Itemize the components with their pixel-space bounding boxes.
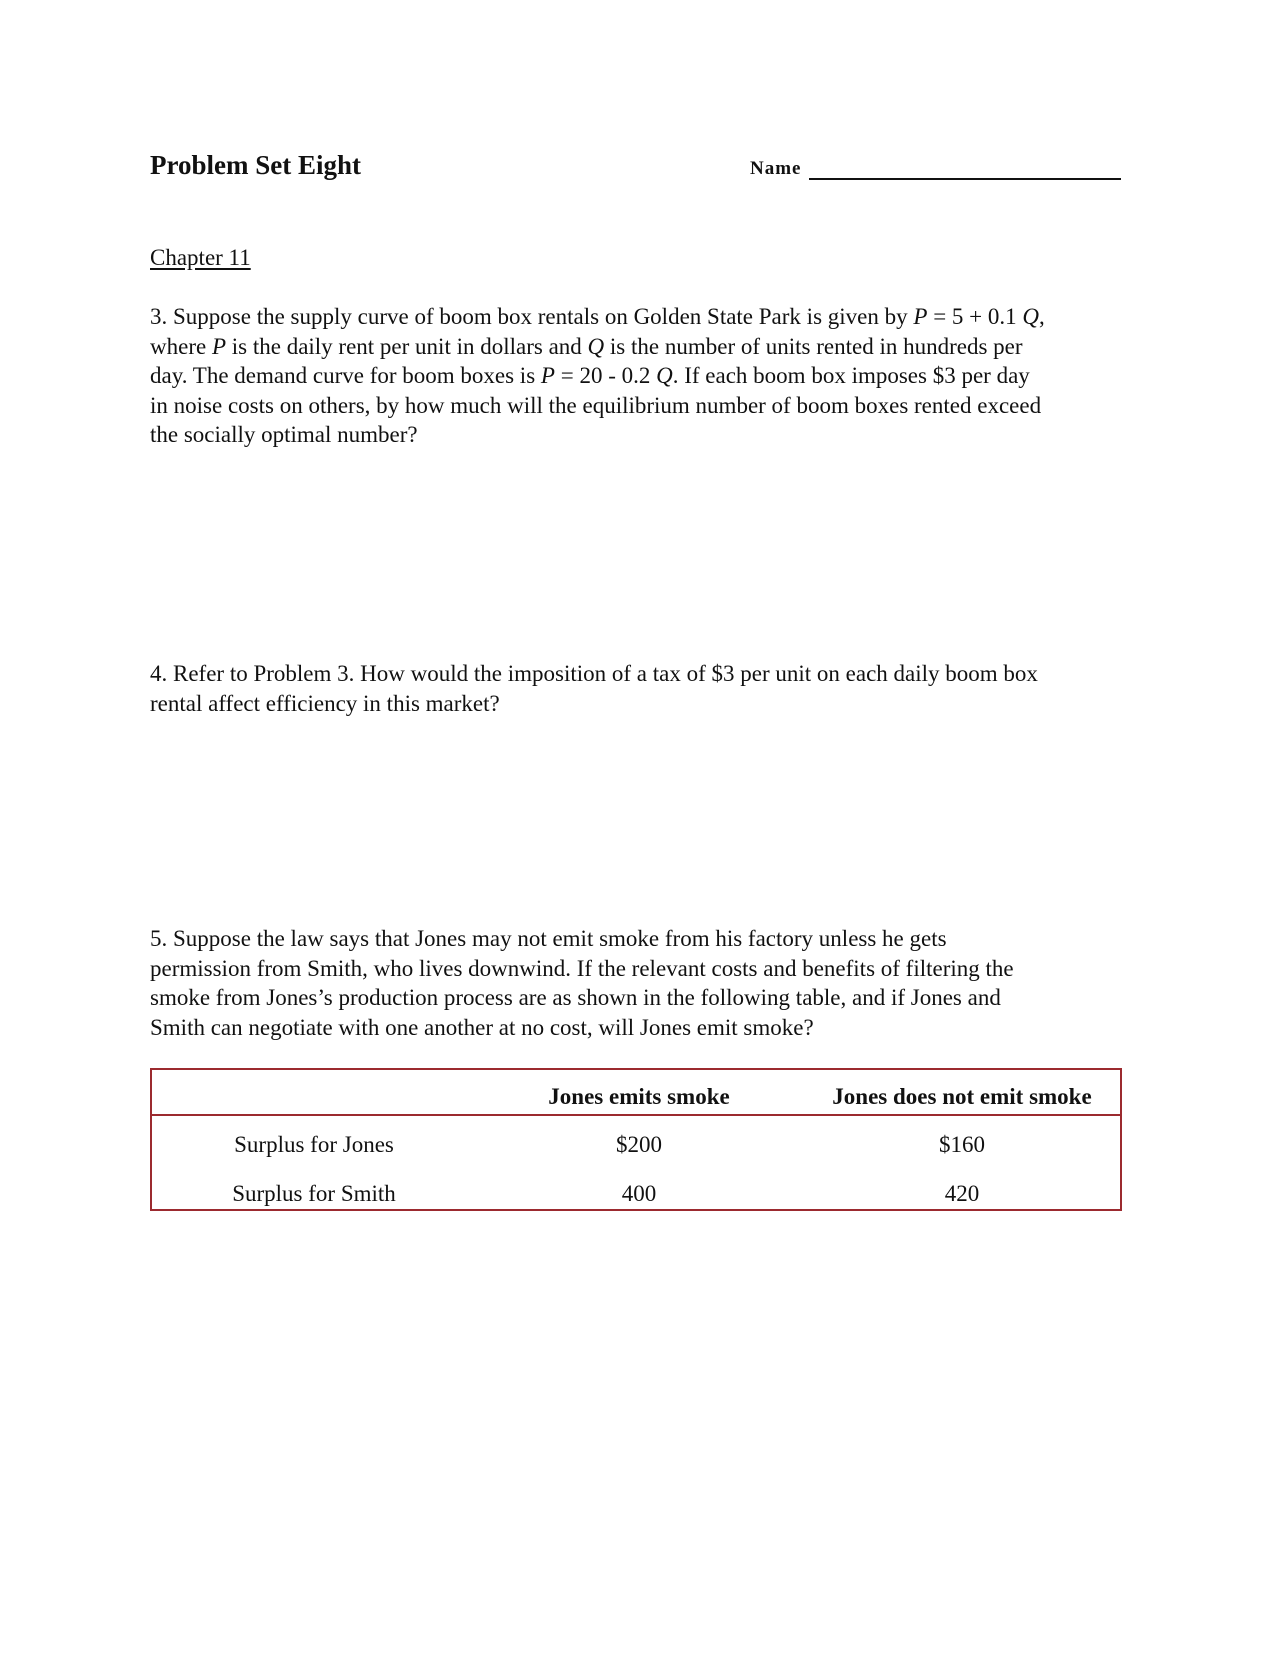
problem-4 bbox=[150, 659, 1130, 718]
problem-5 bbox=[150, 924, 1130, 1042]
problem-3-line: day. The demand curve for boom boxes is P = 20 - 0.2 Q. If each boom box imposes $3 per day bbox=[150, 363, 1030, 389]
table-row-label: Surplus for Jones bbox=[234, 1132, 394, 1157]
problem-3-line: the socially optimal number? bbox=[150, 422, 418, 448]
problem-5-line: smoke from Jones’s production process are as shown in the following table, and if Jones and bbox=[150, 985, 1001, 1011]
table-row-label: Surplus for Smith bbox=[232, 1181, 396, 1206]
table-header-emits: Jones emits smoke bbox=[548, 1084, 730, 1109]
name-blank-line bbox=[809, 158, 1121, 180]
table-cell: $200 bbox=[616, 1132, 662, 1157]
table-cell: 400 bbox=[621, 1181, 657, 1206]
name-field bbox=[750, 158, 1121, 180]
problem-5-line: 5. Suppose the law says that Jones may not emit smoke from his factory unless he gets bbox=[150, 926, 947, 951]
table-cell: $160 bbox=[939, 1132, 985, 1157]
problem-3-line: 3. Suppose the supply curve of boom box rentals on Golden State Park is given by P = 5 + 0.1 Q, bbox=[150, 304, 1045, 329]
problem-3-line: in noise costs on others, by how much will the equilibrium number of boom boxes rented exceed bbox=[150, 392, 1042, 418]
table-header-not-emits: Jones does not emit smoke bbox=[832, 1084, 1092, 1109]
problem-4-line: 4. Refer to Problem 3. How would the imposition of a tax of $3 per unit on each daily boom box bbox=[150, 661, 1038, 686]
name-label: Name bbox=[750, 158, 802, 179]
table-header-rule bbox=[152, 1114, 1120, 1116]
problem-5-line: permission from Smith, who lives downwind. If the relevant costs and benefits of filtering the bbox=[150, 955, 1014, 981]
problem-4-line: rental affect efficiency in this market? bbox=[150, 690, 500, 716]
problem-3 bbox=[150, 302, 1130, 450]
problem-3-line: where P is the daily rent per unit in dollars and Q is the number of units rented in hundreds per bbox=[150, 333, 1023, 359]
problem-5-line: Smith can negotiate with one another at no cost, will Jones emit smoke? bbox=[150, 1014, 814, 1040]
surplus-table bbox=[150, 1068, 1122, 1211]
table-cell: 420 bbox=[944, 1181, 980, 1206]
chapter-heading: Chapter 11 bbox=[150, 245, 251, 270]
page-title: Problem Set Eight bbox=[150, 150, 361, 180]
